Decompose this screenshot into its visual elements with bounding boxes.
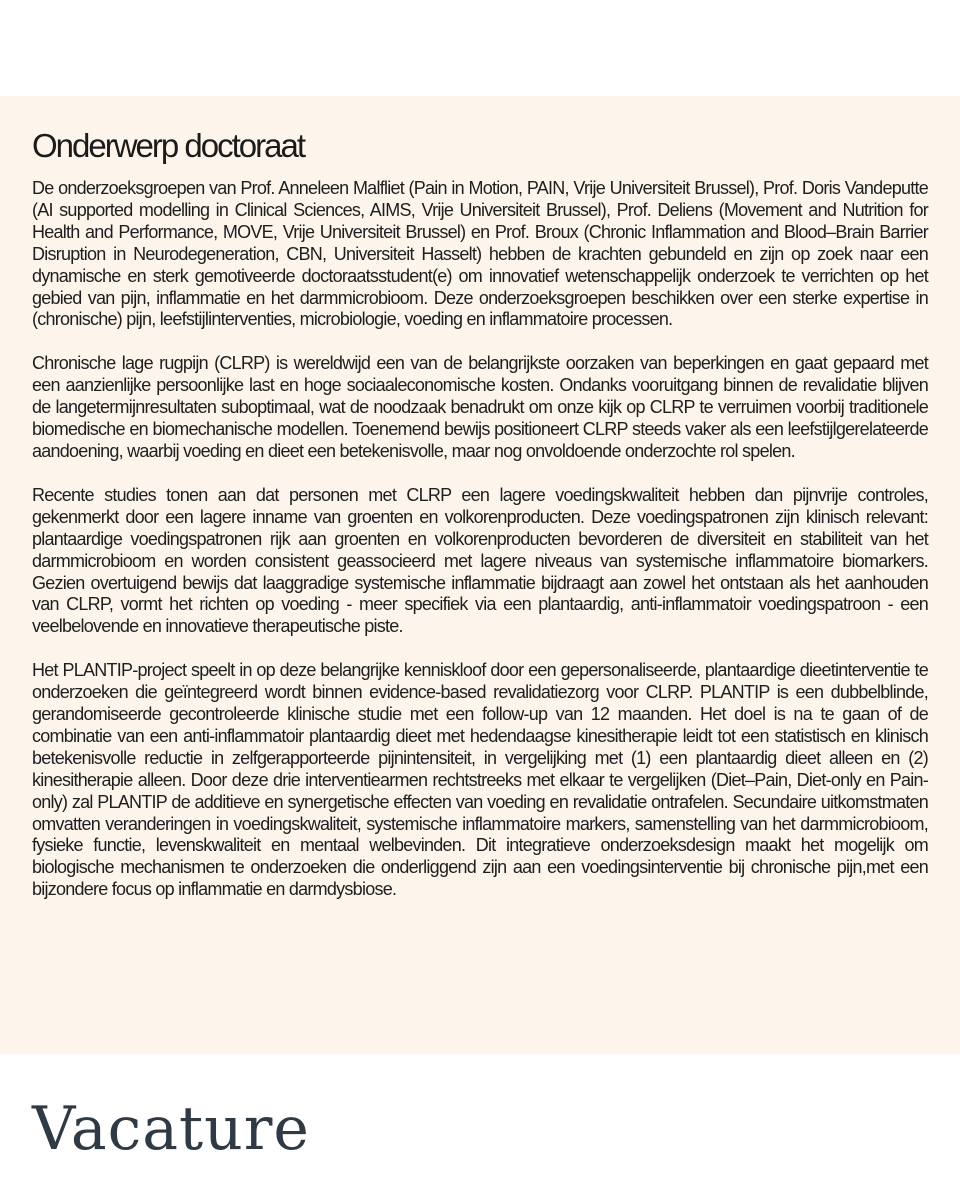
top-band [0, 0, 960, 96]
vacancy-label: Vacature [32, 1094, 310, 1164]
paragraph-plantip-project: Het PLANTIP-project speelt in op deze belangrijke kenniskloof door een gepersonaliseerde, plantaardige dieetinterventie te onderzoeken die geïntegreerd wordt binnen evidence-based revalidatiezorg voor CLRP. PLANTIP is een dubbelblinde, gerandomiseerde gecontroleerde klinische studie met een follow-up van 12 maanden. Het doel is na te gaan of de combinatie van een anti-inflammatoir plantaardig dieet met hedendaagse kinesitherapie leidt tot een statistisch en klinisch betekenisvolle reductie in zelfgerapporteerde pijnintensiteit, in vergelijking met (1) een plantaardig dieet alleen en (2) kinesitherapie alleen. Door deze drie interventiearmen rechtstreeks met elkaar te vergelijken (Diet–Pain, Diet-only en Pain-only) zal PLANTIP de additieve en synergetische effecten van voeding en revalidatie ontrafelen. Secundaire uitkomstmaten omvatten veranderingen in voedingskwaliteit, systemische inflammatoire markers, samenstelling van het darmmicrobioom, fysieke functie, levenskwaliteit en mentaal welbevinden. Dit integratieve onderzoeksdesign maakt het mogelijk om biologische mechanismen te onderzoeken die onderliggend zijn aan een voedingsinterventie bij chronische pijn,met een bijzondere focus op inflammatie en darmdysbiose. [32, 660, 928, 900]
section-title: Onderwerp doctoraat [32, 127, 305, 164]
paragraph-nutrition-evidence: Recente studies tonen aan dat personen met CLRP een lagere voedingskwaliteit hebben dan pijnvrije controles, gekenmerkt door een lagere inname van groenten en volkorenproducten. Deze voedingspatronen zijn klinisch relevant: plantaardige voedingspatronen rijk aan groenten en volkorenproducten bevorderen de diversiteit en stabiliteit van het darmmicrobioom en worden consistent geassocieerd met lagere niveaus van systemische inflammatoire biomarkers. Gezien overtuigend bewijs dat laaggradige systemische inflammatie bijdraagt aan zowel het ontstaan als het aanhouden van CLRP, vormt het richten op voeding - meer specifiek via een plantaardig, anti-inflammatoir voedingspatroon - een veelbelovende en innovatieve therapeutische piste. [32, 484, 928, 637]
paragraph-clrp-background: Chronische lage rugpijn (CLRP) is wereldwijd een van de belangrijkste oorzaken van beperkingen en gaat gepaard met een aanzienlijke persoonlijke last en hoge sociaaleconomische kosten. Ondanks vooruitgang binnen de revalidatie blijven de langetermijnresultaten suboptimaal, wat de noodzaak benadrukt om onze kijk op CLRP te verruimen voorbij traditionele biomedische en biomechanische modellen. Toenemend bewijs positioneert CLRP steeds vaker als een leefstijlgerelateerde aandoening, waarbij voeding en dieet een betekenisvolle, maar nog onvoldoende onderzochte rol spelen. [32, 353, 928, 461]
paragraph-research-groups: De onderzoeksgroepen van Prof. Anneleen Malfliet (Pain in Motion, PAIN, Vrije Universiteit Brussel), Prof. Doris Vandeputte (AI supported modelling in Clinical Sciences, AIMS, Vrije Universiteit Brussel), Prof. Deliens (Movement and Nutrition for Health and Performance, MOVE, Vrije Universiteit Brussel) en Prof. Broux (Chronic Inflammation and Blood–Brain Barrier Disruption in Neurodegeneration, CBN, Universiteit Hasselt) hebben de krachten gebundeld en zijn op zoek naar een dynamische en sterk gemotiveerde doctoraatsstudent(e) om innovatief wetenschappelijk onderzoek te verrichten op het gebied van pijn, inflammatie en het darmmicrobioom. Deze onderzoeksgroepen beschikken over een sterke expertise in (chronische) pijn, leefstijlinterventies, microbiologie, voeding en inflammatoire processen. [32, 178, 928, 330]
content-panel [0, 96, 960, 1054]
footer-band [0, 1054, 960, 1200]
